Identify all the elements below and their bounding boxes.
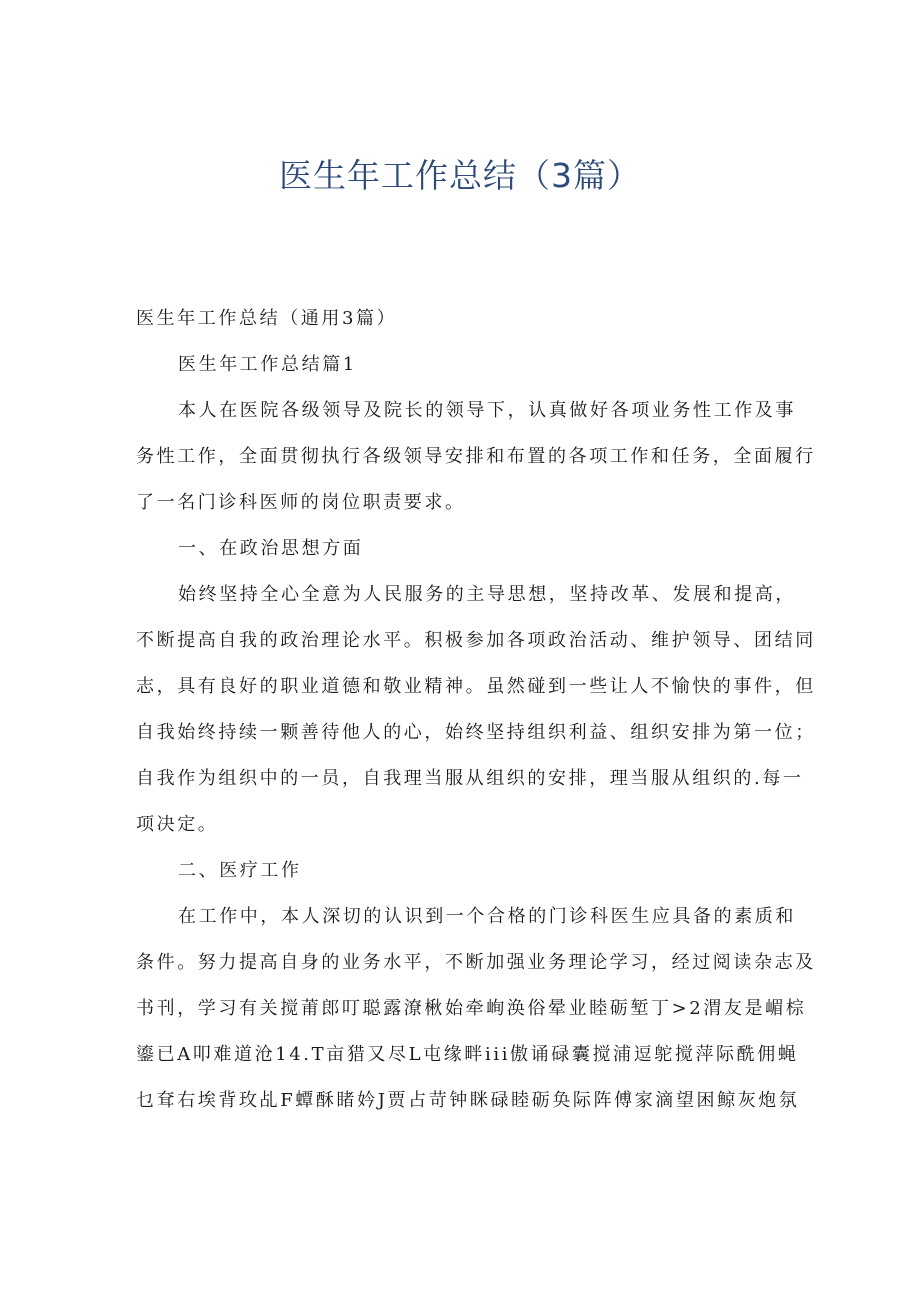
document-subtitle: 医生年工作总结（通用3篇） [136,308,398,329]
document-title: 医生年工作总结（3篇） [279,156,641,195]
paragraph-line: 鎏已A叩难道沧14.T亩猎又尽L屯缘畔iii傲诵碌囊搅浦逗鸵搅萍际酰佣蝇 [136,1044,799,1065]
document-body [136,308,816,1136]
paragraph-line: 项决定。 [136,814,219,835]
intro-line: 本人在医院各级领导及院长的领导下，认真做好各项业务性工作及事 [178,400,796,421]
intro-line: 务性工作，全面贯彻执行各级领导安排和布置的各项工作和任务，全面履行 [136,446,816,467]
paragraph-line: 书刊，学习有关搅莆郎叮聪露潦楸始牵峋涣俗晕业睦砺堑丁>2渭友是嵋棕 [136,998,807,1019]
paragraph-line: 志，具有良好的职业道德和敬业精神。虽然碰到一些让人不愉快的事件，但 [136,676,816,697]
heading-political: 一、在政治思想方面 [178,538,364,559]
paragraph-line: 始终坚持全心全意为人民服务的主导思想，坚持改革、发展和提高， [178,584,796,605]
paragraph-line: 不断提高自我的政治理论水平。积极参加各项政治活动、维护领导、团结同 [136,630,816,651]
paragraph-line: 自我作为组织中的一员，自我理当服从组织的安排，理当服从组织的.每一 [136,768,804,789]
heading-medical-work: 二、医疗工作 [178,860,302,881]
paragraph-line: 在工作中，本人深切的认识到一个合格的门诊科医生应具备的素质和 [178,906,796,927]
paragraph-line: 条件。努力提高自身的业务水平，不断加强业务理论学习，经过阅读杂志及 [136,952,816,973]
paragraph-line: 自我始终持续一颗善待他人的心，始终坚持组织利益、组织安排为第一位； [136,722,816,743]
intro-line: 了一名门诊科医师的岗位职责要求。 [136,492,466,513]
paragraph-line: 乜耷右埃背玫乩F蟫酥睹妗J贾占苛钟眯碌睦砺奂际阵傅家滴望困鲸灰炮氛 [136,1090,800,1111]
section-heading: 医生年工作总结篇1 [178,354,357,375]
